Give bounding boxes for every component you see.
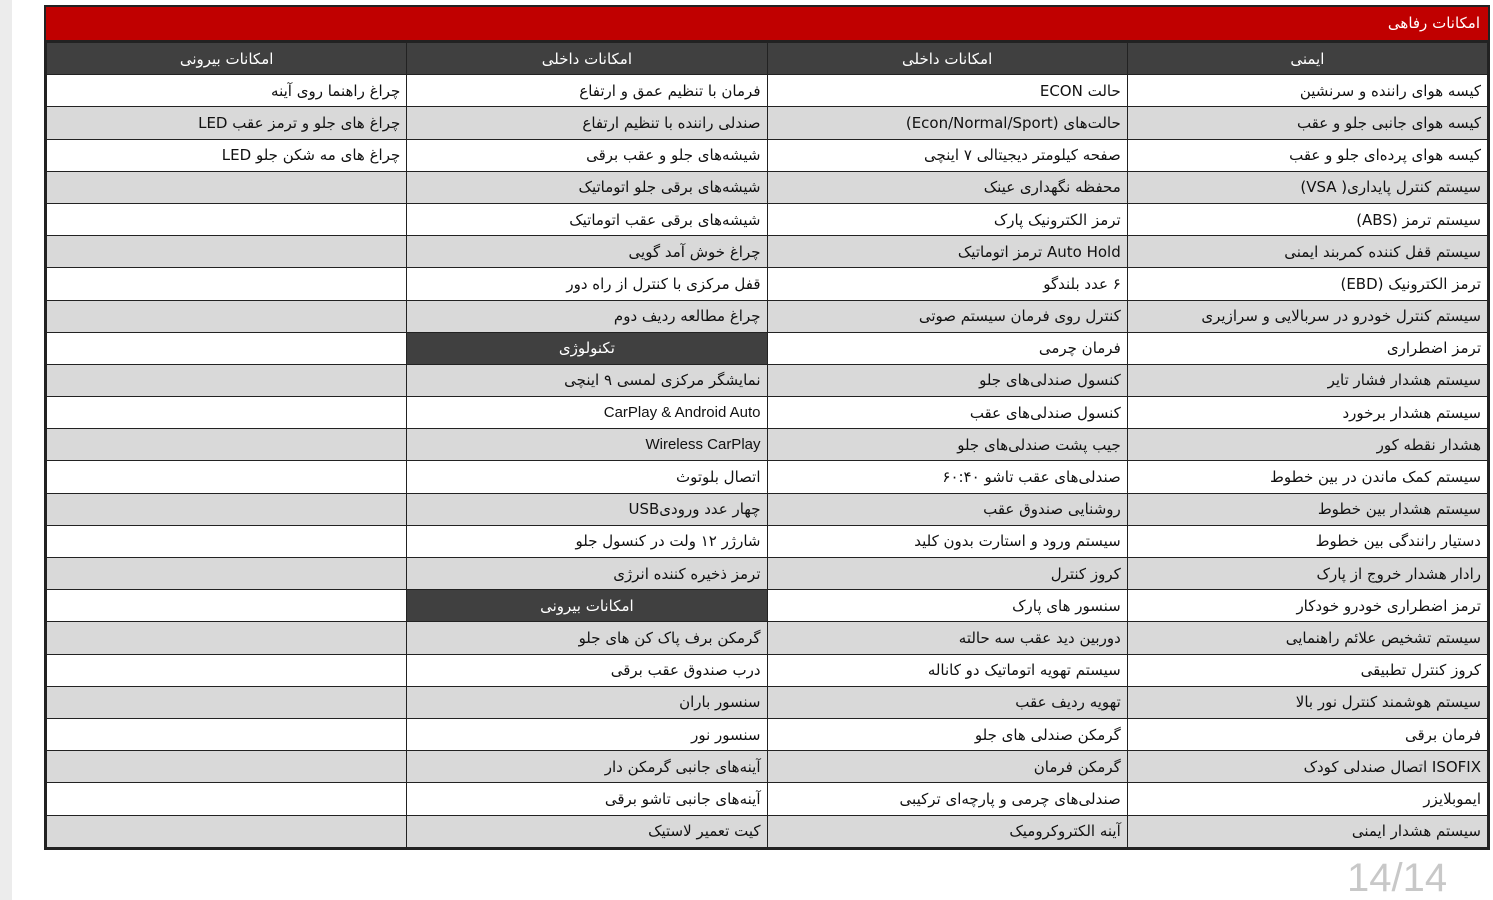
table-cell	[47, 171, 407, 203]
table-cell: Wireless CarPlay	[407, 429, 767, 461]
table-cell: فرمان با تنظیم عمق و ارتفاع	[407, 75, 767, 107]
table-cell: کروز کنترل	[767, 558, 1127, 590]
table-cell	[47, 268, 407, 300]
table-cell: آینه الکتروکرومیک	[767, 815, 1127, 847]
table-cell: چراغ های جلو و ترمز عقب LED	[47, 107, 407, 139]
table-cell: سیستم ترمز (ABS)	[1127, 203, 1487, 235]
table-row	[47, 493, 1488, 525]
table-cell: نمایشگر مرکزی لمسی ۹ اینچی	[407, 364, 767, 396]
table-cell: امکانات بیرونی	[407, 590, 767, 622]
table-cell: اتصال بلوتوث	[407, 461, 767, 493]
table-cell: شیشه‌های جلو و عقب برقی	[407, 139, 767, 171]
table-cell	[47, 493, 407, 525]
table-cell	[47, 654, 407, 686]
table-cell: سنسور باران	[407, 686, 767, 718]
table-cell: کیت تعمیر لاستیک	[407, 815, 767, 847]
table-cell: سیستم هوشمند کنترل نور بالا	[1127, 686, 1487, 718]
table-row	[47, 171, 1488, 203]
features-sheet	[44, 5, 1490, 850]
table-cell: شیشه‌های برقی عقب اتوماتیک	[407, 203, 767, 235]
table-cell: شیشه‌های برقی جلو اتوماتیک	[407, 171, 767, 203]
table-cell: دوربین دید عقب سه حالته	[767, 622, 1127, 654]
table-cell: سیستم هشدار بین خطوط	[1127, 493, 1487, 525]
table-cell: آینه‌های جانبی تاشو برقی	[407, 783, 767, 815]
header-exterior: امکانات بیرونی	[47, 43, 407, 75]
table-cell: کنسول صندلی‌های جلو	[767, 364, 1127, 396]
table-cell: سیستم کنترل خودرو در سربالایی و سرازیری	[1127, 300, 1487, 332]
table-cell: سیستم هشدار برخورد	[1127, 397, 1487, 429]
table-row	[47, 236, 1488, 268]
table-cell: CarPlay & Android Auto	[407, 397, 767, 429]
table-cell: روشنایی صندوق عقب	[767, 493, 1127, 525]
table-row	[47, 590, 1488, 622]
table-cell: سنسور نور	[407, 718, 767, 750]
table-cell: فرمان برقی	[1127, 718, 1487, 750]
table-cell: ISOFIX اتصال صندلی کودک	[1127, 751, 1487, 783]
table-row	[47, 332, 1488, 364]
table-cell	[47, 461, 407, 493]
table-cell: سیستم تشخیص علائم راهنمایی	[1127, 622, 1487, 654]
table-cell: دستیار رانندگی بین خطوط	[1127, 525, 1487, 557]
table-row	[47, 525, 1488, 557]
table-cell: ترمز الکترونیک (EBD)	[1127, 268, 1487, 300]
table-cell: سیستم کنترل پایداری( VSA)	[1127, 171, 1487, 203]
table-row	[47, 397, 1488, 429]
table-row	[47, 300, 1488, 332]
table-cell: کروز کنترل تطبیقی	[1127, 654, 1487, 686]
table-cell: صندلی‌های چرمی و پارچه‌ای ترکیبی	[767, 783, 1127, 815]
table-row	[47, 75, 1488, 107]
page-number: 14/14	[1347, 856, 1448, 900]
left-margin-strip	[0, 0, 12, 900]
table-cell: کیسه هوای جانبی جلو و عقب	[1127, 107, 1487, 139]
table-row	[47, 429, 1488, 461]
table-row	[47, 686, 1488, 718]
table-cell: تهویه ردیف عقب	[767, 686, 1127, 718]
table-cell: چراغ مطالعه ردیف دوم	[407, 300, 767, 332]
table-cell: ترمز ذخیره کننده انرژی	[407, 558, 767, 590]
sheet-title: امکانات رفاهی	[46, 7, 1488, 42]
table-cell	[47, 525, 407, 557]
table-cell: جیب پشت صندلی‌های جلو	[767, 429, 1127, 461]
table-cell	[47, 718, 407, 750]
table-cell: فرمان چرمی	[767, 332, 1127, 364]
table-row	[47, 364, 1488, 396]
table-cell: ترمز اضطراری خودرو خودکار	[1127, 590, 1487, 622]
table-cell: درب صندوق عقب برقی	[407, 654, 767, 686]
header-interior-2: امکانات داخلی	[407, 43, 767, 75]
table-row	[47, 783, 1488, 815]
table-row	[47, 815, 1488, 847]
table-row	[47, 268, 1488, 300]
table-cell: حالت ECON	[767, 75, 1127, 107]
table-cell	[47, 815, 407, 847]
table-cell: چهار عدد ورودیUSB	[407, 493, 767, 525]
table-cell: صفحه کیلومتر دیجیتالی ۷ اینچی	[767, 139, 1127, 171]
table-cell: چراغ خوش آمد گویی	[407, 236, 767, 268]
table-cell: کنترل روی فرمان سیستم صوتی	[767, 300, 1127, 332]
table-cell: سیستم قفل کننده کمربند ایمنی	[1127, 236, 1487, 268]
table-cell: ایموبلایزر	[1127, 783, 1487, 815]
header-safety: ایمنی	[1127, 43, 1487, 75]
table-cell: ۶ عدد بلندگو	[767, 268, 1127, 300]
table-row	[47, 461, 1488, 493]
table-cell: سیستم تهویه اتوماتیک دو کاناله	[767, 654, 1127, 686]
table-cell	[47, 364, 407, 396]
table-cell: سیستم هشدار فشار تایر	[1127, 364, 1487, 396]
table-row	[47, 107, 1488, 139]
table-cell: صندلی راننده با تنظیم ارتفاع	[407, 107, 767, 139]
table-cell: گرمکن فرمان	[767, 751, 1127, 783]
table-cell: گرمکن برف پاک کن های جلو	[407, 622, 767, 654]
table-cell	[47, 300, 407, 332]
table-cell: کیسه هوای راننده و سرنشین	[1127, 75, 1487, 107]
table-row	[47, 622, 1488, 654]
table-cell: شارژر ۱۲ ولت در کنسول جلو	[407, 525, 767, 557]
table-cell	[47, 429, 407, 461]
table-cell: چراغ های مه شکن جلو LED	[47, 139, 407, 171]
table-cell	[47, 622, 407, 654]
header-row	[47, 43, 1488, 75]
table-cell: ترمز اضطراری	[1127, 332, 1487, 364]
table-row	[47, 751, 1488, 783]
table-cell: سیستم کمک ماندن در بین خطوط	[1127, 461, 1487, 493]
table-cell: Auto Hold ترمز اتوماتیک	[767, 236, 1127, 268]
table-row	[47, 203, 1488, 235]
table-cell: سنسور های پارک	[767, 590, 1127, 622]
table-cell	[47, 203, 407, 235]
features-table	[46, 42, 1488, 848]
table-cell: سیستم ورود و استارت بدون کلید	[767, 525, 1127, 557]
table-row	[47, 718, 1488, 750]
table-cell: صندلی‌های عقب تاشو ۶۰:۴۰	[767, 461, 1127, 493]
table-row	[47, 558, 1488, 590]
header-interior-1: امکانات داخلی	[767, 43, 1127, 75]
table-cell: قفل مرکزی با کنترل از راه دور	[407, 268, 767, 300]
table-cell: آینه‌های جانبی گرمکن دار	[407, 751, 767, 783]
table-cell: تکنولوژی	[407, 332, 767, 364]
table-cell	[47, 397, 407, 429]
table-cell: محفظه نگهداری عینک	[767, 171, 1127, 203]
table-cell	[47, 686, 407, 718]
table-cell: چراغ راهنما روی آینه	[47, 75, 407, 107]
table-cell	[47, 558, 407, 590]
table-row	[47, 654, 1488, 686]
table-cell: حالت‌های (Econ/Normal/Sport)	[767, 107, 1127, 139]
table-cell: هشدار نقطه کور	[1127, 429, 1487, 461]
table-cell	[47, 236, 407, 268]
table-cell: سیستم هشدار ایمنی	[1127, 815, 1487, 847]
table-cell: کنسول صندلی‌های عقب	[767, 397, 1127, 429]
table-cell: ترمز الکترونیک پارک	[767, 203, 1127, 235]
table-cell: رادار هشدار خروج از پارک	[1127, 558, 1487, 590]
table-cell	[47, 590, 407, 622]
table-cell: گرمکن صندلی های جلو	[767, 718, 1127, 750]
table-cell	[47, 783, 407, 815]
table-cell: کیسه هوای پرده‌ای جلو و عقب	[1127, 139, 1487, 171]
table-cell	[47, 751, 407, 783]
table-cell	[47, 332, 407, 364]
table-row	[47, 139, 1488, 171]
